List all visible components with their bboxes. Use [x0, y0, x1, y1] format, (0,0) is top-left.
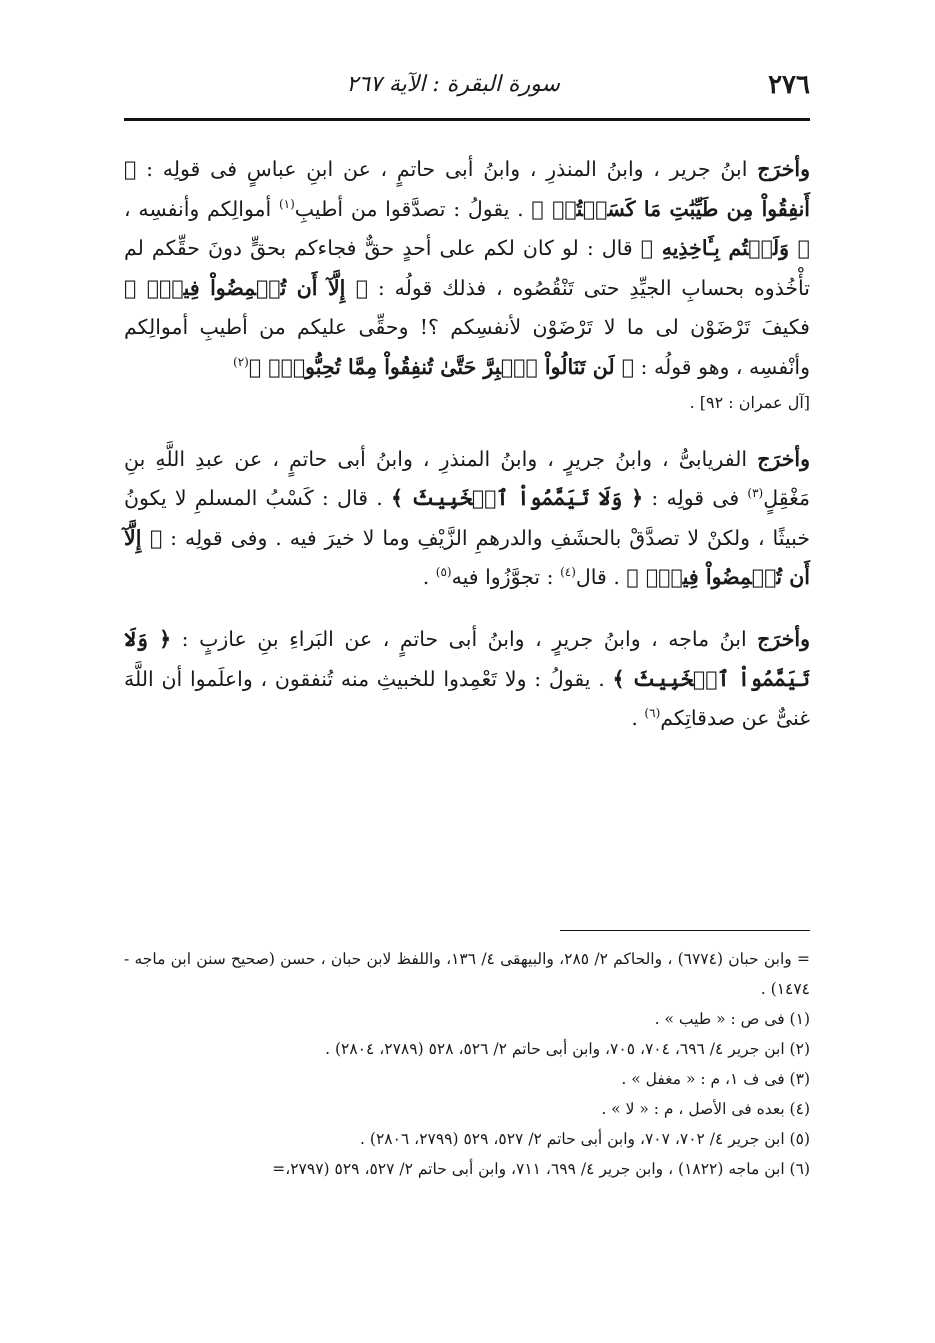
- footnote-ref: (١): [278, 196, 295, 211]
- footnotes: [124, 944, 810, 1184]
- paragraph-lead: وأخرَج: [757, 626, 810, 651]
- paragraph-text: ابنُ جرير ، وابنُ المنذرِ ، وابنُ أبى حاتمٍ ، عن ابنِ عباسٍ فى قولِه :: [136, 157, 758, 181]
- paragraph-text: .: [422, 565, 436, 590]
- footnote-ref: (٤): [560, 565, 576, 580]
- footnote-ref: (٢): [233, 355, 249, 370]
- footnote-ref: (٦): [644, 706, 661, 721]
- surah-citation: [آل عمران : ٩٢] .: [689, 392, 810, 412]
- paragraph-text: ابنُ ماجه ، وابنُ جريرٍ ، وابنُ أبى حاتمٍ ، عن البَراءِ بنِ عازبٍ :: [171, 626, 758, 651]
- paragraph-text: . يقولُ : ولا تَعْمِدوا للخبيثِ منه تُنفقون ، واعلَموا أن اللَّهَ غنىٌّ عن صدقاتِكم: [124, 666, 810, 731]
- quran-quote: ﴿ إِلَّآ أَن تُغۡمِضُواْ فِيهِۚ ﴾: [124, 525, 810, 590]
- footnote-ref: (٣): [747, 486, 764, 501]
- paragraph-2: [124, 440, 810, 598]
- footnote-rule: [560, 930, 810, 931]
- running-title: سورة البقرة : الآية ٢٦٧: [346, 72, 560, 97]
- paragraph-text: الفريابىُّ ، وابنُ جريرٍ ، وابنُ المنذرِ ، وابنُ أبى حاتمٍ ، عن عبدِ اللَّهِ بنِ مَغْقِلٍ: [124, 446, 810, 511]
- footnote-4: (٤) بعده فى الأصل ، م : « لا » .: [601, 1100, 810, 1118]
- footnote-ref: (٥): [435, 565, 452, 580]
- main-text: [124, 150, 810, 761]
- paragraph-lead: وأخرَج: [757, 446, 810, 471]
- quran-quote: ﴿ أَنفِقُواْ مِن طَيِّبَٰتِ مَا كَسَبۡتُمۡ ﴾: [124, 157, 810, 221]
- paragraph-lead: وأخرَج: [757, 157, 810, 181]
- paragraph-text: فكيفَ تَرْضَوْن لى ما لا تَرْضَوْن لأنفسِكم ؟! وحقِّى عليكم من أطيبِ أموالِكم وأنْفسِه ، وهو قولُه :: [124, 315, 810, 379]
- header-rule: [124, 118, 810, 121]
- footnote-1: (١) فى ص : « طيب » .: [654, 1010, 810, 1028]
- paragraph-text: .: [631, 706, 645, 731]
- footnote-continued: = وابن حبان (٦٧٧٤) ، والحاكم ٢/ ٢٨٥، والبيهقى ٤/ ١٣٦، واللفظ لابن حبان ، حسن (صحيح سنن ابن ماجه - ١٤٧٤) .: [124, 950, 810, 998]
- quran-quote: ﴿ وَلَا تَيَمَّمُواْ ٱلۡخَبِيثَ ﴾: [124, 626, 810, 691]
- footnote-6: (٦) ابن ماجه (١٨٢٢) ، وابن جرير ٤/ ٦٩٩، ٧١١، وابن أبى حاتم ٢/ ٥٢٧، ٥٢٩ (٢٧٩٧،=: [272, 1160, 810, 1178]
- paragraph-text: . قال : كَسْبُ المسلمِ لا يكونُ خبيثًا ، ولكنْ لا تصدَّقْ بالحشَفِ والدرهمِ الزَّيْفِ وما لا خيرَ فيه . وفى قولِه :: [124, 486, 811, 550]
- paragraph-text: . يقولُ : تصدَّقوا من أطيبِ: [294, 196, 532, 221]
- paragraph-text: : تجوَّزُوا فيه: [451, 565, 561, 590]
- paragraph-text: قال : لو كان لكم على أحدٍ حقٌّ فجاءكم بحقٍّ دونَ حقِّكم لم تأْخُذوه بحسابِ الجيِّدِ حتى تَنْقُصُوه ، فذلك قولُه :: [124, 236, 810, 300]
- paragraph-1: [124, 150, 810, 418]
- quran-quote: ﴿ لَن تَنَالُواْ ٱلۡبِرَّ حَتَّىٰ تُنفِقُواْ مِمَّا تُحِبُّونَۚ ﴾: [248, 354, 635, 379]
- quran-quote: ﴿ وَلَسۡتُم بِـَٔاخِذِيهِ ﴾: [640, 236, 810, 261]
- quran-quote: ﴿ وَلَا تَيَمَّمُواْ ٱلۡخَبِيثَ ﴾: [390, 486, 644, 511]
- footnote-2: (٢) ابن جرير ٤/ ٦٩٦، ٧٠٤، ٧٠٥، وابن أبى حاتم ٢/ ٥٢٦، ٥٢٨ (٢٧٨٩، ٢٨٠٤) .: [325, 1040, 810, 1058]
- page-number: ٢٧٦: [768, 70, 810, 100]
- paragraph-text: أموالِكم وأنفسِه ،: [124, 196, 279, 221]
- quran-quote: ﴿ إِلَّآ أَن تُغۡمِضُواْ فِيهِۚ ﴾: [124, 275, 369, 300]
- paragraph-text: . قال: [575, 565, 627, 590]
- paragraph-text: فى قولِه :: [643, 486, 748, 511]
- page-header: [124, 70, 810, 110]
- footnote-5: (٥) ابن جرير ٤/ ٧٠٢، ٧٠٧، وابن أبى حاتم ٢/ ٥٢٧، ٥٢٩ (٢٧٩٩، ٢٨٠٦) .: [360, 1130, 810, 1148]
- footnote-3: (٣) فى ف ١، م : « مغفل » .: [621, 1070, 810, 1088]
- paragraph-3: [124, 620, 810, 739]
